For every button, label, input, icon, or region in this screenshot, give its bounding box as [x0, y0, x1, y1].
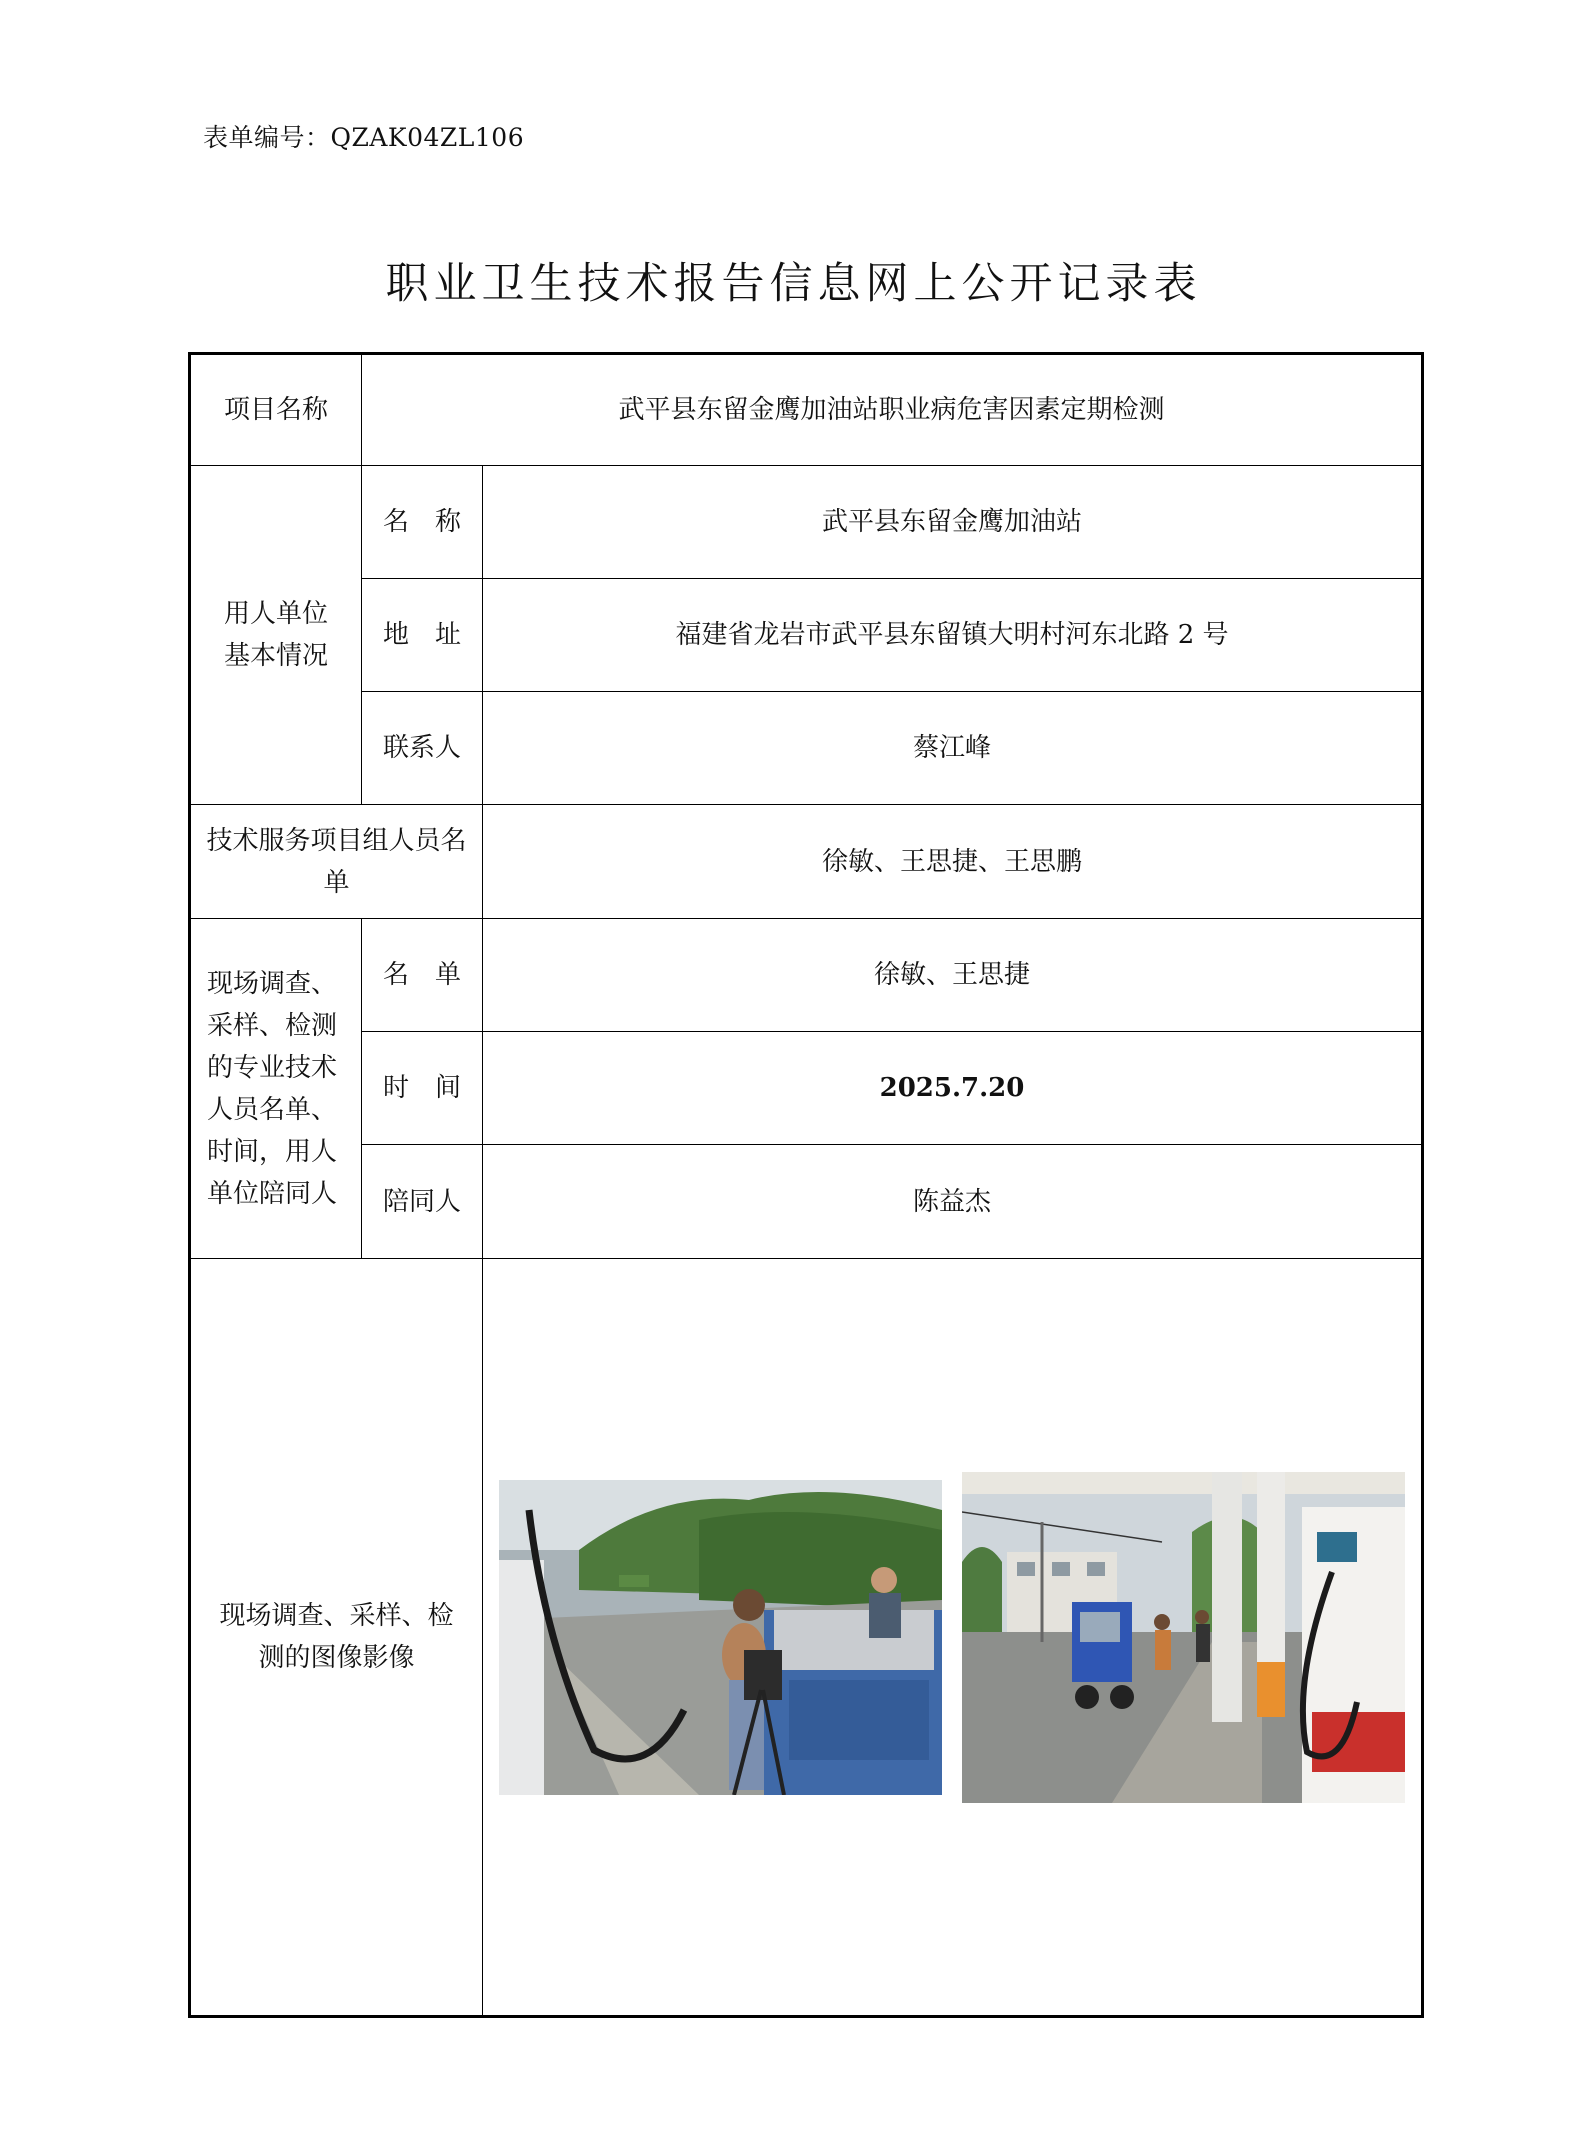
employer-name-label: 名 称: [362, 466, 483, 579]
field-label: 现场调查、采样、检测的专业技术人员名单、时间，用人单位陪同人: [190, 919, 362, 1259]
row-employer-address: [190, 579, 1423, 692]
row-team: [190, 805, 1423, 919]
form-number: 表单编号：QZAK04ZL106: [203, 123, 525, 152]
row-contact: [190, 692, 1423, 805]
employer-address-label: 地 址: [362, 579, 483, 692]
photo-group: [495, 1472, 1409, 1803]
employer-address-value: 福建省龙岩市武平县东留镇大明村河东北路 2 号: [483, 579, 1423, 692]
site-photo-sampling: [499, 1480, 942, 1795]
site-photo-station: [962, 1472, 1405, 1803]
row-images: [190, 1259, 1423, 2017]
row-field-names: [190, 919, 1423, 1032]
sampling-scene-image: [499, 1480, 942, 1795]
field-time-value: 2025.7.20: [483, 1032, 1423, 1145]
row-escort: [190, 1145, 1423, 1259]
escort-label: 陪同人: [362, 1145, 483, 1259]
project-name-value: 武平县东留金鹰加油站职业病危害因素定期检测: [362, 354, 1423, 466]
escort-value: 陈益杰: [483, 1145, 1423, 1259]
field-time-label: 时 间: [362, 1032, 483, 1145]
row-field-time: [190, 1032, 1423, 1145]
row-employer-name: [190, 466, 1423, 579]
employer-name-value: 武平县东留金鹰加油站: [483, 466, 1423, 579]
contact-label: 联系人: [362, 692, 483, 805]
field-names-label: 名 单: [362, 919, 483, 1032]
images-cell: [483, 1259, 1423, 2017]
row-project-name: [190, 354, 1423, 466]
images-label: 现场调查、采样、检测的图像影像: [190, 1259, 483, 2017]
field-names-value: 徐敏、王思捷: [483, 919, 1423, 1032]
page-title: 职业卫生技术报告信息网上公开记录表: [385, 259, 1202, 309]
employer-label: 用人单位基本情况: [190, 466, 362, 805]
contact-value: 蔡江峰: [483, 692, 1423, 805]
team-value: 徐敏、王思捷、王思鹏: [483, 805, 1423, 919]
project-name-label: 项目名称: [190, 354, 362, 466]
team-label: 技术服务项目组人员名单: [190, 805, 483, 919]
record-table: [188, 352, 1424, 2018]
station-scene-image: [962, 1472, 1405, 1803]
